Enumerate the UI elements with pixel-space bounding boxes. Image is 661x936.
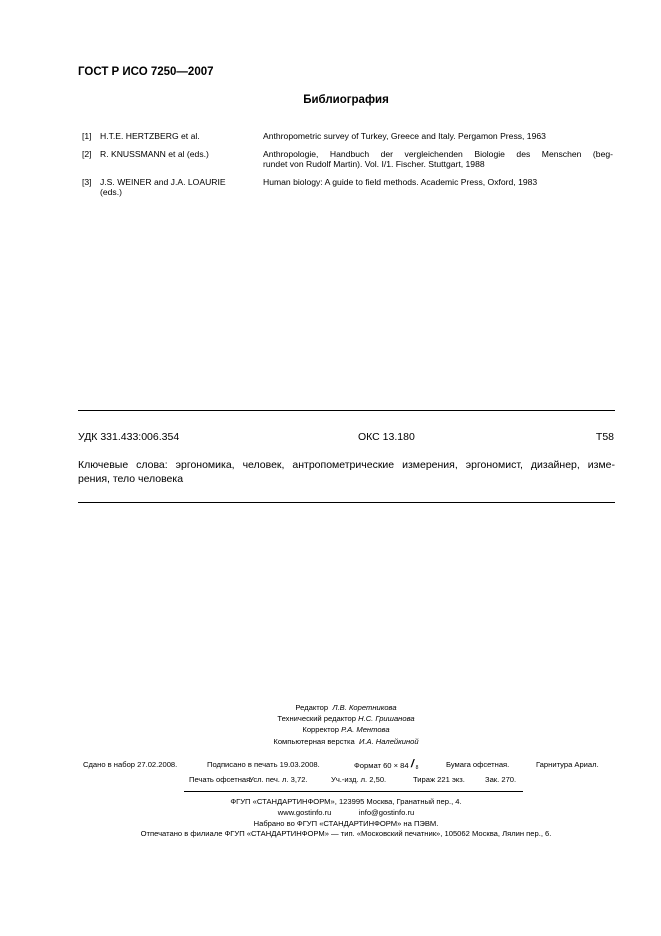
imprint-signed: Подписано в печать 19.03.2008. bbox=[207, 760, 320, 769]
entry-text: Human biology: A guide to field methods. Academic Press, Oxford, 1983 bbox=[263, 177, 538, 187]
group-code: Т58 bbox=[595, 431, 614, 443]
publisher-address: ФГУП «СТАНДАРТИНФОРМ», 123995 Москва, Гранатный пер., 4. bbox=[230, 797, 462, 806]
bibliography-entry bbox=[82, 177, 622, 199]
entry-text: Anthropologie, Handbuch der vergleichenden Biologie des Menschen (beg- rundet von Rudolf Martin). Vol. I/1. Fischer. Stuttgart, 1988 bbox=[263, 149, 613, 169]
publisher-typeset: Набрано во ФГУП «СТАНДАРТИНФОРМ» на ПЭВМ. bbox=[253, 819, 439, 828]
credit-editor: Редактор Л.В. Коретникова bbox=[295, 703, 397, 712]
udk-code: УДК 331.433:006.354 bbox=[78, 431, 180, 443]
bibliography-title: Библиография bbox=[303, 94, 389, 106]
imprint-edsheets: Уч.-изд. л. 2,50. bbox=[331, 775, 387, 784]
imprint-format: Формат 60 × 84 / 8 bbox=[354, 760, 421, 770]
imprint-print: Печать офсетная. bbox=[189, 775, 253, 784]
divider-top bbox=[78, 410, 615, 411]
credit-layout: Компьютерная верстка И.А. Налейкиной bbox=[273, 737, 419, 746]
entry-author: H.T.E. HERTZBERG et al. bbox=[100, 131, 200, 141]
imprint-order: Зак. 270. bbox=[485, 775, 517, 784]
imprint-divider bbox=[184, 791, 523, 792]
entry-number: [2] bbox=[82, 149, 92, 159]
entry-number: [1] bbox=[82, 131, 92, 141]
oks-code: ОКС 13.180 bbox=[358, 431, 415, 443]
credit-tech-editor: Технический редактор Н.С. Гришанова bbox=[277, 714, 415, 723]
bibliography-entry bbox=[82, 149, 622, 171]
bibliography-entry bbox=[82, 131, 622, 143]
entry-text: Anthropometric survey of Turkey, Greece and Italy. Pergamon Press, 1963 bbox=[263, 131, 546, 141]
publisher-printed: Отпечатано в филиале ФГУП «СТАНДАРТИНФОРМ» — тип. «Московский печатник», 105062 Москва, Лялин пер., 6. bbox=[140, 829, 552, 838]
fraction-glyph: / 8 bbox=[409, 758, 419, 771]
imprint-typeface: Гарнитура Ариал. bbox=[536, 760, 599, 769]
entry-number: [3] bbox=[82, 177, 92, 187]
document-code: ГОСТ Р ИСО 7250—2007 bbox=[78, 66, 214, 78]
imprint-sent: Сдано в набор 27.02.2008. bbox=[83, 760, 178, 769]
keywords: Ключевые слова: эргономика, человек, антропометрические измерения, эргономист, дизайнер, изме- рения, тело человека bbox=[78, 459, 615, 485]
publisher-email[interactable]: info@gostinfo.ru bbox=[358, 808, 415, 817]
imprint-paper: Бумага офсетная. bbox=[446, 760, 510, 769]
entry-author: R. KNUSSMANN et al (eds.) bbox=[100, 149, 209, 159]
publisher-website[interactable]: www.gostinfo.ru bbox=[277, 808, 332, 817]
entry-author: J.S. WEINER and J.A. LOAURIE (eds.) bbox=[100, 177, 226, 197]
publisher-contacts bbox=[0, 808, 661, 817]
imprint-run: Тираж 221 экз. bbox=[413, 775, 465, 784]
credit-corrector: Корректор Р.А. Ментова bbox=[302, 725, 390, 734]
divider-bottom bbox=[78, 502, 615, 503]
imprint-sheets: Усл. печ. л. 3,72. bbox=[249, 775, 308, 784]
